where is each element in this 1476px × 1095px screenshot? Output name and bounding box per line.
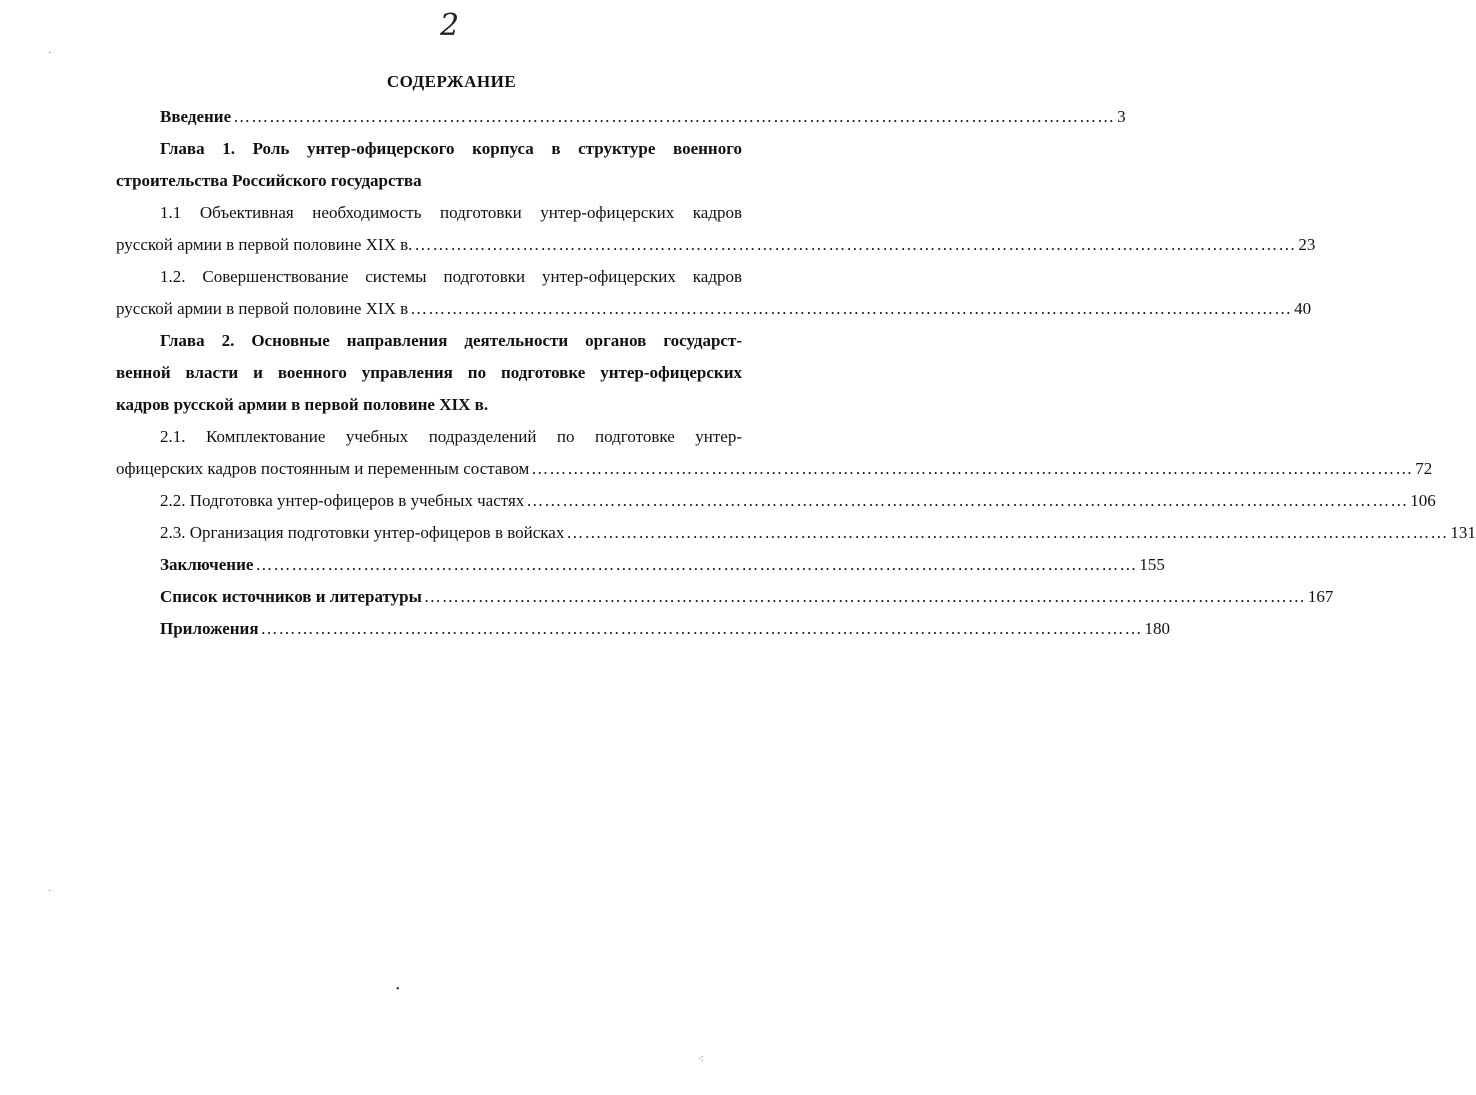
toc-entry-section-1-1[interactable] (116, 197, 1316, 261)
leader-dots: ………………………………………………………………………………………………………………………………… (255, 555, 1138, 574)
toc-entry-line: венной власти и военного управления по подготовке унтер-офицерских (116, 363, 742, 382)
toc-entry-line: 2.1. Комплектование учебных подразделений по подготовке унтер- (160, 427, 742, 446)
toc-entry-section-2-3[interactable] (116, 517, 1476, 549)
scan-speck: ⁖ (698, 1054, 704, 1065)
toc-entry-line: 1.2. Совершенствование системы подготовки унтер-офицерских кадров (160, 267, 742, 286)
toc-entry-line: 1.1 Объективная необходимость подготовки унтер-офицерских кадров (160, 203, 742, 222)
toc-entry-line: строительства Российского государства (116, 171, 422, 190)
leader-dots: ………………………………………………………………………………………………………………………………… (423, 587, 1306, 606)
scan-speck: • (396, 984, 400, 995)
toc-entry-chapter-1[interactable] (116, 133, 742, 197)
toc-entry-line: Глава 2. Основные направления деятельности органов государст- (160, 331, 742, 350)
toc-entry-line: русской армии в первой половине XIX в (116, 299, 409, 318)
toc-entry-label: Приложения (160, 619, 259, 638)
toc-entry-section-2-2[interactable] (116, 485, 1436, 517)
toc-entry-page: 131 (1450, 523, 1476, 542)
toc-entry-appendix[interactable] (116, 613, 1171, 645)
table-of-contents (116, 101, 1476, 645)
leader-dots: ………………………………………………………………………………………………………………………………… (260, 619, 1143, 638)
leader-dots: ………………………………………………………………………………………………………………………………… (531, 459, 1414, 478)
toc-entry-label: Список источников и литературы (160, 587, 422, 606)
leader-dots: ………………………………………………………………………………………………………………………………… (410, 299, 1293, 318)
handwritten-page-number: 2 (440, 8, 460, 43)
toc-entry-page: 40 (1294, 299, 1312, 318)
toc-entry-intro[interactable] (116, 101, 1126, 133)
scan-speck: · (48, 48, 52, 59)
toc-entry-section-2-1[interactable] (116, 421, 1433, 485)
leader-dots: ………………………………………………………………………………………………………………………………… (566, 523, 1449, 542)
toc-entry-page: 23 (1298, 235, 1316, 254)
toc-entry-label: 2.3. Организация подготовки унтер-офицеров в войсках (160, 523, 565, 542)
toc-entry-label: Введение (160, 107, 232, 126)
toc-entry-label: Заключение (160, 555, 254, 574)
toc-title: СОДЕРЖАНИЕ (386, 72, 517, 91)
toc-entry-page: 155 (1139, 555, 1165, 574)
toc-entry-line: кадров русской армии в первой половине XIX в. (116, 395, 489, 414)
leader-dots: ………………………………………………………………………………………………………………………………… (526, 491, 1409, 510)
leader-dots: ………………………………………………………………………………………………………………………………… (233, 107, 1116, 126)
toc-entry-page: 72 (1415, 459, 1433, 478)
toc-entry-conclusion[interactable] (116, 549, 1165, 581)
toc-entry-chapter-2[interactable] (116, 325, 742, 421)
toc-entry-page: 106 (1410, 491, 1436, 510)
toc-entry-section-1-2[interactable] (116, 261, 1312, 325)
toc-entry-line: русской армии в первой половине XIX в. (116, 235, 413, 254)
leader-dots: ………………………………………………………………………………………………………………………………… (414, 235, 1297, 254)
toc-entry-line: офицерских кадров постоянным и переменным составом (116, 459, 530, 478)
toc-entry-sources[interactable] (116, 581, 1334, 613)
toc-entry-page: 3 (1117, 107, 1126, 126)
toc-entry-line: Глава 1. Роль унтер-офицерского корпуса в структуре военного (160, 139, 742, 158)
toc-entry-page: 167 (1307, 587, 1334, 606)
toc-entry-label: 2.2. Подготовка унтер-офицеров в учебных частях (160, 491, 525, 510)
toc-entry-page: 180 (1144, 619, 1171, 638)
scan-speck: · (48, 886, 52, 897)
